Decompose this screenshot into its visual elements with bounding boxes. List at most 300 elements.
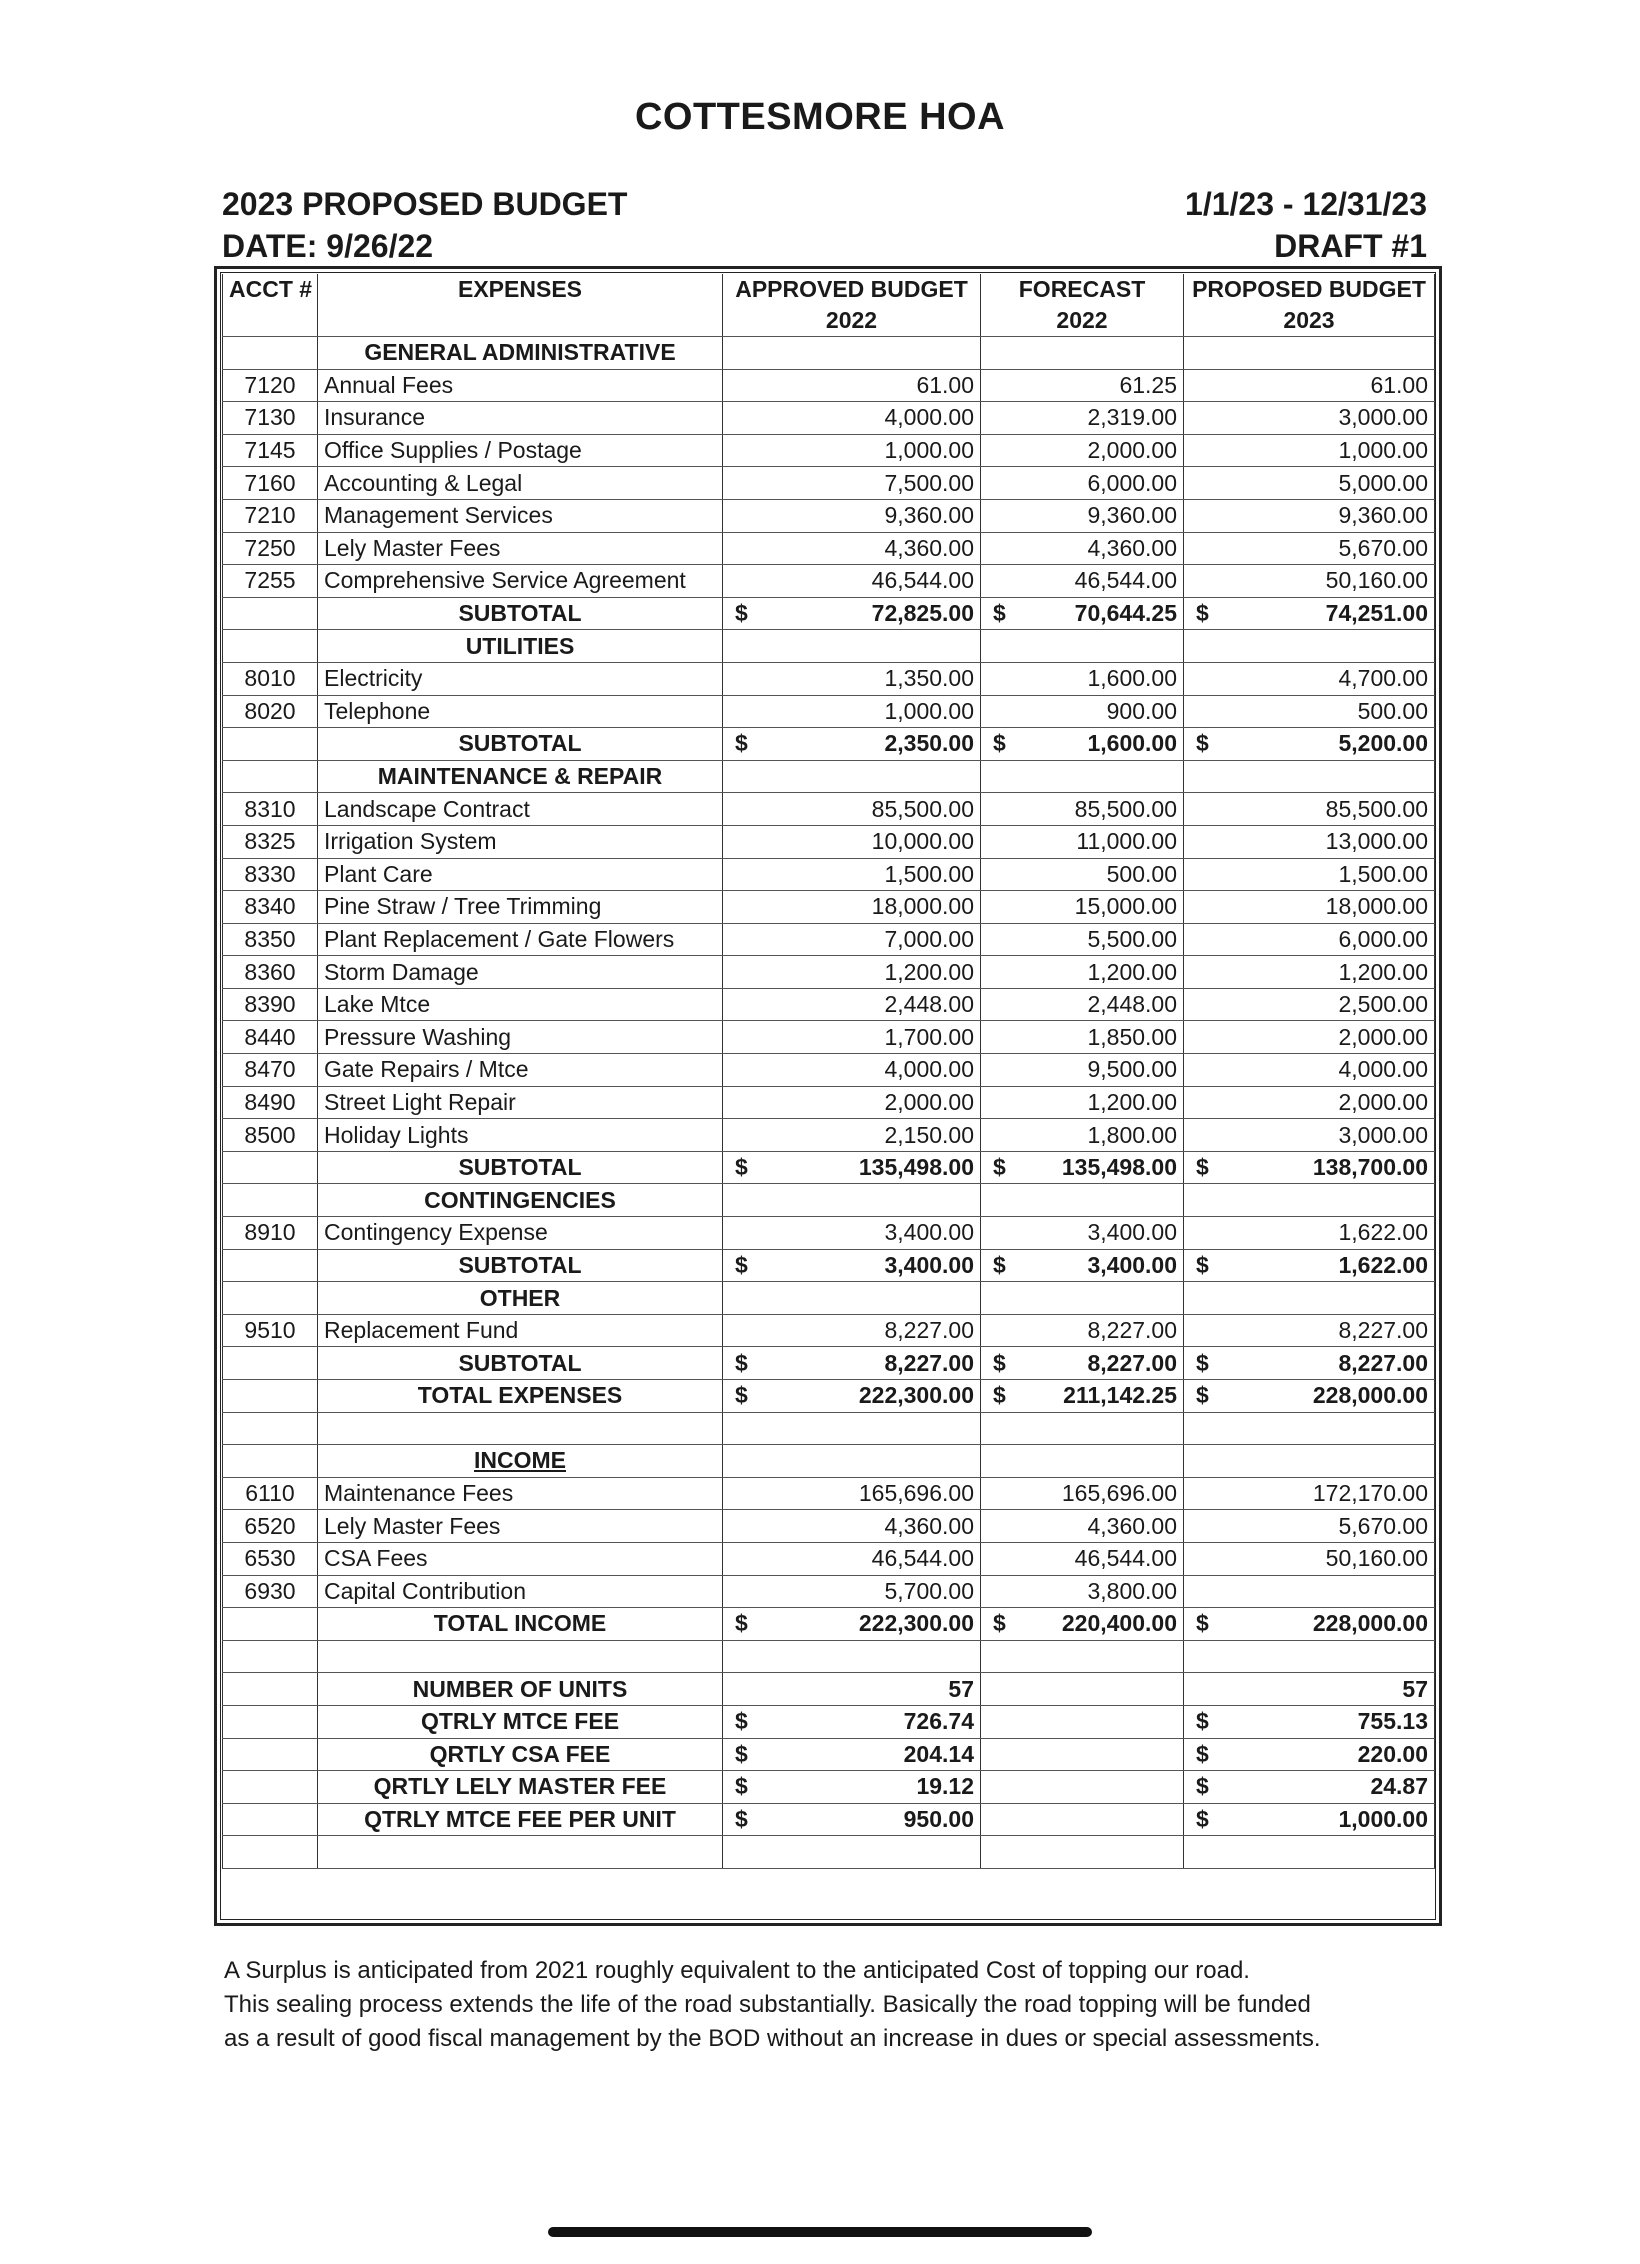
- acct-number: 7130: [223, 402, 318, 435]
- amount: 211,142.25: [1063, 1382, 1177, 1409]
- subtotal-row: [223, 1738, 1435, 1771]
- subtotal-row: [223, 1249, 1435, 1282]
- col-approved-title: APPROVED BUDGET: [735, 276, 968, 302]
- table-row: [223, 499, 1435, 532]
- line-item-label: Street Light Repair: [318, 1086, 723, 1119]
- approved-2022-value: 18,000.00: [723, 891, 981, 924]
- line-item-label: Comprehensive Service Agreement: [318, 565, 723, 598]
- forecast-2022-value: 8,227.00: [981, 1314, 1184, 1347]
- approved-2022-total: [723, 1771, 981, 1804]
- line-item-label: Electricity: [318, 662, 723, 695]
- line-item-label: Plant Replacement / Gate Flowers: [318, 923, 723, 956]
- proposed-2023-value: 18,000.00: [1184, 891, 1435, 924]
- forecast-2022-value: 9,360.00: [981, 499, 1184, 532]
- currency-symbol: $: [1196, 1773, 1209, 1800]
- proposed-2023-total: [1184, 1380, 1435, 1413]
- line-item-label: Lake Mtce: [318, 988, 723, 1021]
- currency-symbol: $: [1196, 1806, 1209, 1833]
- currency-symbol: $: [735, 1349, 748, 1376]
- approved-2022-value: 4,360.00: [723, 1510, 981, 1543]
- subtotal-row: [223, 1347, 1435, 1380]
- table-row: [223, 825, 1435, 858]
- amount: 70,644.25: [1074, 600, 1177, 627]
- acct-cell: [223, 1412, 318, 1445]
- approved-2022-value: 1,500.00: [723, 858, 981, 891]
- table-row: [223, 1054, 1435, 1087]
- proposed-2023-value: 172,170.00: [1184, 1477, 1435, 1510]
- section-header-row: [223, 1282, 1435, 1315]
- forecast-2022-total: [981, 597, 1184, 630]
- currency-symbol: [1190, 1676, 1196, 1703]
- forecast-2022-value: 1,200.00: [981, 1086, 1184, 1119]
- line-item-label: Accounting & Legal: [318, 467, 723, 500]
- acct-number: 8330: [223, 858, 318, 891]
- forecast-2022-value: 500.00: [981, 858, 1184, 891]
- currency-symbol: $: [735, 1610, 748, 1637]
- acct-number: 7250: [223, 532, 318, 565]
- currency-symbol: $: [735, 1806, 748, 1833]
- proposed-2023-value: 5,000.00: [1184, 467, 1435, 500]
- forecast-cell: [981, 1282, 1184, 1315]
- line-item-label: Insurance: [318, 402, 723, 435]
- amount: 19.12: [916, 1773, 974, 1800]
- table-row: [223, 1510, 1435, 1543]
- section-title: [318, 760, 723, 793]
- forecast-cell: [981, 630, 1184, 663]
- acct-number: 8470: [223, 1054, 318, 1087]
- forecast-2022-value: 3,400.00: [981, 1217, 1184, 1250]
- table-row: [223, 858, 1435, 891]
- forecast-2022-value: 9,500.00: [981, 1054, 1184, 1087]
- proposed-2023-value: 2,500.00: [1184, 988, 1435, 1021]
- forecast-cell: [981, 760, 1184, 793]
- approved-2022-value: 1,700.00: [723, 1021, 981, 1054]
- section-title: [318, 1282, 723, 1315]
- acct-cell: [223, 597, 318, 630]
- forecast-2022-total: [981, 1738, 1184, 1771]
- acct-number: 8440: [223, 1021, 318, 1054]
- approved-2022-value: 9,360.00: [723, 499, 981, 532]
- approved-2022-value: 5,700.00: [723, 1575, 981, 1608]
- acct-number: 6520: [223, 1510, 318, 1543]
- forecast-2022-total: [981, 1608, 1184, 1641]
- amount: 8,227.00: [884, 1349, 974, 1376]
- amount: 222,300.00: [858, 1382, 974, 1409]
- table-row: [223, 1086, 1435, 1119]
- proposed-cell: [1184, 1445, 1435, 1478]
- proposed-2023-total: [1184, 597, 1435, 630]
- section-title-text: UTILITIES: [465, 632, 575, 659]
- acct-cell: [223, 1151, 318, 1184]
- section-title: [318, 337, 723, 370]
- approved-2022-value: 1,000.00: [723, 434, 981, 467]
- subtotal-label: SUBTOTAL: [318, 597, 723, 630]
- line-item-label: Contingency Expense: [318, 1217, 723, 1250]
- forecast-2022-value: 4,360.00: [981, 1510, 1184, 1543]
- approved-2022-value: 4,360.00: [723, 532, 981, 565]
- acct-cell: [223, 1347, 318, 1380]
- amount: 3,400.00: [884, 1251, 974, 1278]
- forecast-2022-total: [981, 1673, 1184, 1706]
- amount: 1,622.00: [1338, 1251, 1428, 1278]
- forecast-2022-value: 900.00: [981, 695, 1184, 728]
- forecast-2022-value: 3,800.00: [981, 1575, 1184, 1608]
- blank-row: [223, 1640, 1435, 1673]
- currency-symbol: $: [1196, 730, 1209, 757]
- proposed-2023-value: [1184, 1575, 1435, 1608]
- subtotal-label: TOTAL INCOME: [318, 1608, 723, 1641]
- approved-2022-value: 2,000.00: [723, 1086, 981, 1119]
- table-row: [223, 369, 1435, 402]
- col-approved-year: 2022: [825, 307, 878, 333]
- table-row: [223, 988, 1435, 1021]
- currency-symbol: $: [735, 600, 748, 627]
- amount: 8,227.00: [1338, 1349, 1428, 1376]
- subtotal-row: [223, 1380, 1435, 1413]
- currency-symbol: $: [735, 1773, 748, 1800]
- currency-symbol: $: [1196, 1610, 1209, 1637]
- approved-2022-value: 2,448.00: [723, 988, 981, 1021]
- acct-number: 8490: [223, 1086, 318, 1119]
- approved-cell: [723, 760, 981, 793]
- proposed-2023-total: [1184, 728, 1435, 761]
- acct-cell: [223, 337, 318, 370]
- proposed-2023-value: 3,000.00: [1184, 1119, 1435, 1152]
- draft-label: DRAFT #1: [1274, 228, 1427, 264]
- amount: 1,600.00: [1087, 730, 1177, 757]
- acct-cell: [223, 1640, 318, 1673]
- proposed-cell: [1184, 1184, 1435, 1217]
- approved-2022-total: [723, 1803, 981, 1836]
- forecast-2022-value: 15,000.00: [981, 891, 1184, 924]
- forecast-2022-value: 61.25: [981, 369, 1184, 402]
- proposed-cell: [1184, 337, 1435, 370]
- currency-symbol: $: [993, 1251, 1006, 1278]
- acct-number: 6110: [223, 1477, 318, 1510]
- section-header-row: [223, 1184, 1435, 1217]
- approved-cell: [723, 1412, 981, 1445]
- approved-2022-value: 1,000.00: [723, 695, 981, 728]
- amount: 138,700.00: [1312, 1154, 1428, 1181]
- budget-rows: [223, 337, 1435, 1869]
- subtotal-row: [223, 728, 1435, 761]
- currency-symbol: $: [993, 1154, 1006, 1181]
- approved-2022-total: [723, 1249, 981, 1282]
- approved-2022-value: 46,544.00: [723, 1542, 981, 1575]
- home-indicator[interactable]: [548, 2227, 1092, 2237]
- forecast-2022-total: [981, 1705, 1184, 1738]
- footnote-line: This sealing process extends the life of the road substantially. Basically the road topping will be funded: [224, 1991, 1311, 2018]
- amount: 726.74: [903, 1708, 974, 1735]
- currency-symbol: $: [993, 600, 1006, 627]
- acct-cell: [223, 1184, 318, 1217]
- table-row: [223, 1119, 1435, 1152]
- column-header-row: [223, 274, 1435, 337]
- forecast-2022-value: 46,544.00: [981, 1542, 1184, 1575]
- acct-number: 8390: [223, 988, 318, 1021]
- approved-2022-total: [723, 1151, 981, 1184]
- proposed-cell: [1184, 1836, 1435, 1869]
- table-row: [223, 1021, 1435, 1054]
- line-item-label: Storm Damage: [318, 956, 723, 989]
- subtotal-row: [223, 1673, 1435, 1706]
- document-title: COTTESMORE HOA: [634, 96, 1006, 138]
- line-item-label: CSA Fees: [318, 1542, 723, 1575]
- amount: 222,300.00: [858, 1610, 974, 1637]
- proposed-2023-value: 3,000.00: [1184, 402, 1435, 435]
- approved-2022-total: [723, 597, 981, 630]
- forecast-2022-value: 2,319.00: [981, 402, 1184, 435]
- approved-2022-value: 2,150.00: [723, 1119, 981, 1152]
- subtotal-row: [223, 1771, 1435, 1804]
- approved-2022-value: 61.00: [723, 369, 981, 402]
- approved-2022-value: 3,400.00: [723, 1217, 981, 1250]
- acct-number: 8360: [223, 956, 318, 989]
- acct-cell: [223, 1608, 318, 1641]
- proposed-2023-value: 2,000.00: [1184, 1086, 1435, 1119]
- subtotal-row: [223, 1608, 1435, 1641]
- approved-2022-value: 1,200.00: [723, 956, 981, 989]
- forecast-cell: [981, 337, 1184, 370]
- col-proposed-title: PROPOSED BUDGET: [1192, 276, 1426, 302]
- proposed-2023-value: 4,700.00: [1184, 662, 1435, 695]
- approved-2022-total: [723, 1738, 981, 1771]
- footnote-line: A Surplus is anticipated from 2021 roughly equivalent to the anticipated Cost of topping our road.: [224, 1957, 1250, 1984]
- currency-symbol: $: [1196, 1382, 1209, 1409]
- currency-symbol: $: [1196, 1349, 1209, 1376]
- line-item-label: Telephone: [318, 695, 723, 728]
- acct-number: 6530: [223, 1542, 318, 1575]
- approved-2022-total: [723, 1673, 981, 1706]
- approved-cell: [723, 630, 981, 663]
- blank-row: [223, 1836, 1435, 1869]
- approved-2022-value: 8,227.00: [723, 1314, 981, 1347]
- proposed-cell: [1184, 1412, 1435, 1445]
- table-row: [223, 1217, 1435, 1250]
- currency-symbol: $: [993, 730, 1006, 757]
- proposed-cell: [1184, 760, 1435, 793]
- approved-2022-value: 7,000.00: [723, 923, 981, 956]
- approved-2022-value: 10,000.00: [723, 825, 981, 858]
- section-header-row: [223, 337, 1435, 370]
- desc-cell: [318, 1412, 723, 1445]
- proposed-2023-value: 1,500.00: [1184, 858, 1435, 891]
- proposed-2023-value: 61.00: [1184, 369, 1435, 402]
- subtotal-label: SUBTOTAL: [318, 1249, 723, 1282]
- proposed-2023-value: 50,160.00: [1184, 565, 1435, 598]
- acct-number: 7160: [223, 467, 318, 500]
- acct-number: 8500: [223, 1119, 318, 1152]
- section-header-row: [223, 760, 1435, 793]
- line-item-label: Holiday Lights: [318, 1119, 723, 1152]
- forecast-2022-value: 2,000.00: [981, 434, 1184, 467]
- forecast-2022-total: [981, 1151, 1184, 1184]
- budget-table: [222, 274, 1435, 1869]
- col-forecast-header: [981, 274, 1184, 337]
- proposed-2023-total: [1184, 1738, 1435, 1771]
- forecast-2022-value: 46,544.00: [981, 565, 1184, 598]
- currency-symbol: $: [1196, 1740, 1209, 1767]
- proposed-2023-value: 9,360.00: [1184, 499, 1435, 532]
- section-title-text: MAINTENANCE & REPAIR: [377, 763, 663, 790]
- table-row: [223, 1542, 1435, 1575]
- proposed-2023-value: 5,670.00: [1184, 532, 1435, 565]
- proposed-2023-total: [1184, 1249, 1435, 1282]
- currency-symbol: [729, 1676, 735, 1703]
- currency-symbol: $: [735, 1740, 748, 1767]
- proposed-2023-value: 6,000.00: [1184, 923, 1435, 956]
- approved-2022-total: [723, 1705, 981, 1738]
- acct-number: 8325: [223, 825, 318, 858]
- subtotal-row: [223, 1705, 1435, 1738]
- proposed-2023-value: 4,000.00: [1184, 1054, 1435, 1087]
- col-proposed-year: 2023: [1283, 307, 1335, 333]
- approved-cell: [723, 1445, 981, 1478]
- table-row: [223, 565, 1435, 598]
- table-row: [223, 956, 1435, 989]
- proposed-2023-total: [1184, 1608, 1435, 1641]
- line-item-label: Management Services: [318, 499, 723, 532]
- proposed-2023-total: [1184, 1151, 1435, 1184]
- approved-cell: [723, 1282, 981, 1315]
- amount: 135,498.00: [1061, 1154, 1177, 1181]
- approved-2022-total: [723, 1347, 981, 1380]
- amount: 135,498.00: [858, 1154, 974, 1181]
- table-row: [223, 532, 1435, 565]
- line-item-label: Lely Master Fees: [318, 532, 723, 565]
- approved-cell: [723, 1184, 981, 1217]
- approved-cell: [723, 1836, 981, 1869]
- line-item-label: Maintenance Fees: [318, 1477, 723, 1510]
- amount: 8,227.00: [1087, 1349, 1177, 1376]
- acct-number: 7255: [223, 565, 318, 598]
- acct-number: 8350: [223, 923, 318, 956]
- proposed-2023-value: 50,160.00: [1184, 1542, 1435, 1575]
- currency-symbol: $: [993, 1349, 1006, 1376]
- table-row: [223, 891, 1435, 924]
- line-item-label: Landscape Contract: [318, 793, 723, 826]
- acct-cell: [223, 1803, 318, 1836]
- line-item-label: Capital Contribution: [318, 1575, 723, 1608]
- subtotal-label: SUBTOTAL: [318, 1347, 723, 1380]
- amount: 950.00: [903, 1806, 974, 1833]
- acct-cell: [223, 1705, 318, 1738]
- forecast-2022-value: 6,000.00: [981, 467, 1184, 500]
- forecast-2022-value: 2,448.00: [981, 988, 1184, 1021]
- forecast-2022-value: 4,360.00: [981, 532, 1184, 565]
- section-title: [318, 1445, 723, 1478]
- forecast-cell: [981, 1640, 1184, 1673]
- amount: 24.87: [1370, 1773, 1428, 1800]
- amount: 3,400.00: [1087, 1251, 1177, 1278]
- proposed-cell: [1184, 1282, 1435, 1315]
- table-row: [223, 695, 1435, 728]
- subtotal-label: QRTLY CSA FEE: [318, 1738, 723, 1771]
- currency-symbol: $: [735, 1251, 748, 1278]
- blank-row: [223, 1412, 1435, 1445]
- forecast-cell: [981, 1412, 1184, 1445]
- desc-cell: [318, 1836, 723, 1869]
- forecast-2022-total: [981, 1380, 1184, 1413]
- proposed-2023-total: [1184, 1705, 1435, 1738]
- amount: 2,350.00: [884, 730, 974, 757]
- amount: 220.00: [1357, 1740, 1428, 1767]
- table-row: [223, 1575, 1435, 1608]
- col-acct-header: ACCT #: [223, 274, 318, 337]
- approved-cell: [723, 337, 981, 370]
- currency-symbol: $: [735, 730, 748, 757]
- forecast-cell: [981, 1184, 1184, 1217]
- acct-number: 9510: [223, 1314, 318, 1347]
- currency-symbol: $: [993, 1610, 1006, 1637]
- acct-number: 8310: [223, 793, 318, 826]
- col-expenses-header: EXPENSES: [318, 274, 723, 337]
- col-forecast-title: FORECAST: [1018, 276, 1146, 302]
- proposed-2023-total: [1184, 1803, 1435, 1836]
- acct-cell: [223, 1282, 318, 1315]
- proposed-cell: [1184, 1640, 1435, 1673]
- currency-symbol: $: [735, 1382, 748, 1409]
- proposed-2023-total: [1184, 1673, 1435, 1706]
- table-row: [223, 1314, 1435, 1347]
- subtotal-label: QRTLY LELY MASTER FEE: [318, 1771, 723, 1804]
- forecast-2022-value: 165,696.00: [981, 1477, 1184, 1510]
- currency-symbol: $: [735, 1708, 748, 1735]
- desc-cell: [318, 1640, 723, 1673]
- forecast-2022-value: 5,500.00: [981, 923, 1184, 956]
- currency-symbol: $: [993, 1382, 1006, 1409]
- table-row: [223, 1477, 1435, 1510]
- line-item-label: Office Supplies / Postage: [318, 434, 723, 467]
- approved-2022-value: 85,500.00: [723, 793, 981, 826]
- proposed-2023-value: 8,227.00: [1184, 1314, 1435, 1347]
- section-title-text: CONTINGENCIES: [424, 1186, 616, 1213]
- currency-symbol: $: [1196, 1154, 1209, 1181]
- line-item-label: Plant Care: [318, 858, 723, 891]
- approved-2022-value: 1,350.00: [723, 662, 981, 695]
- forecast-cell: [981, 1445, 1184, 1478]
- acct-cell: [223, 760, 318, 793]
- acct-number: 7210: [223, 499, 318, 532]
- approved-2022-total: [723, 728, 981, 761]
- currency-symbol: $: [1196, 600, 1209, 627]
- proposed-2023-value: 500.00: [1184, 695, 1435, 728]
- line-item-label: Gate Repairs / Mtce: [318, 1054, 723, 1087]
- table-row: [223, 793, 1435, 826]
- line-item-label: Pine Straw / Tree Trimming: [318, 891, 723, 924]
- acct-cell: [223, 1380, 318, 1413]
- approved-2022-total: [723, 1380, 981, 1413]
- approved-2022-value: 7,500.00: [723, 467, 981, 500]
- budget-date: DATE: 9/26/22: [222, 228, 434, 264]
- acct-number: 6930: [223, 1575, 318, 1608]
- proposed-cell: [1184, 630, 1435, 663]
- table-row: [223, 434, 1435, 467]
- footnote-line: as a result of good fiscal management by the BOD without an increase in dues or special assessments.: [224, 2025, 1321, 2052]
- subtotal-row: [223, 597, 1435, 630]
- amount: 228,000.00: [1312, 1610, 1428, 1637]
- subtotal-label: NUMBER OF UNITS: [318, 1673, 723, 1706]
- forecast-2022-value: 11,000.00: [981, 825, 1184, 858]
- approved-2022-value: 46,544.00: [723, 565, 981, 598]
- amount: 5,200.00: [1338, 730, 1428, 757]
- amount: 1,000.00: [1338, 1806, 1428, 1833]
- section-header-row: [223, 630, 1435, 663]
- table-row: [223, 402, 1435, 435]
- amount: 755.13: [1357, 1708, 1428, 1735]
- subtotal-row: [223, 1151, 1435, 1184]
- line-item-label: Replacement Fund: [318, 1314, 723, 1347]
